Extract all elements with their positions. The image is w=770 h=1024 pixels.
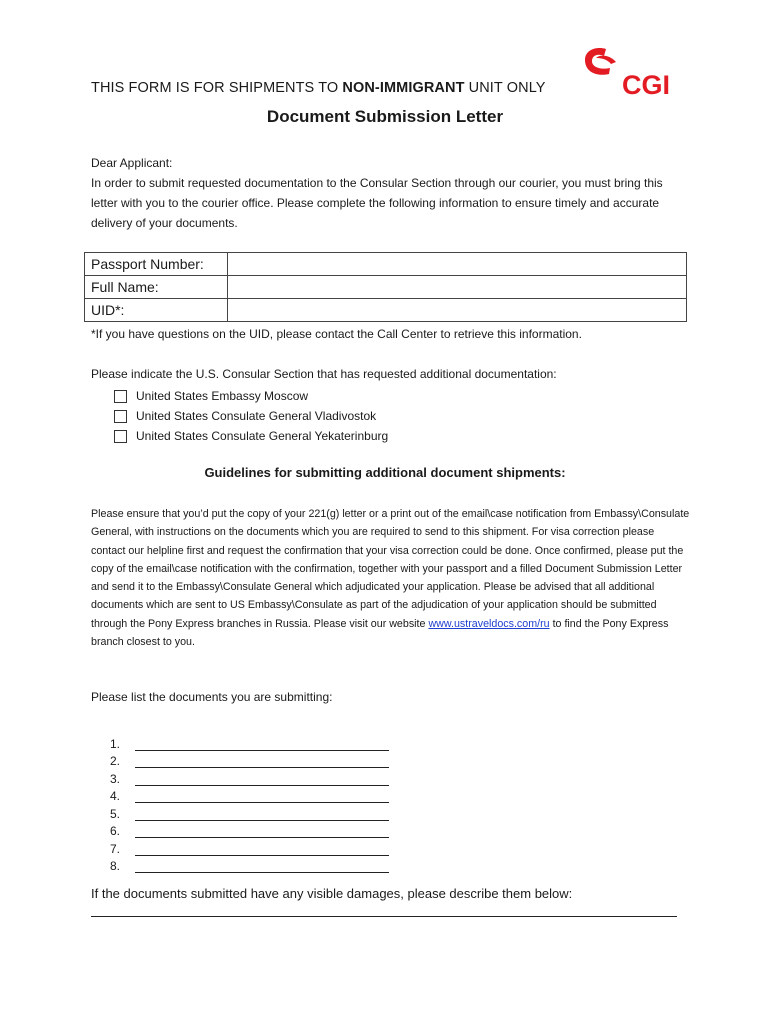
- item-number: 8.: [110, 859, 121, 873]
- list-item: [110, 821, 389, 839]
- item-number: 2.: [110, 754, 121, 768]
- checkbox-embassy-moscow[interactable]: [114, 390, 127, 403]
- cgi-logo-text: CGI: [622, 70, 671, 98]
- list-item: [110, 786, 389, 804]
- full-name-label: Full Name:: [85, 276, 228, 299]
- full-name-row: [85, 276, 687, 299]
- option-consulate-yekaterinburg[interactable]: [114, 426, 388, 446]
- item-number: 4.: [110, 789, 121, 803]
- list-item: [110, 803, 389, 821]
- item-number: 1.: [110, 736, 121, 751]
- document-entry-line[interactable]: [135, 774, 389, 786]
- form-scope-notice: THIS FORM IS FOR SHIPMENTS TO NON-IMMIGRANT UNIT ONLY: [91, 80, 546, 96]
- full-name-field[interactable]: [228, 276, 687, 299]
- intro-body: In order to submit requested documentation to the Consular Section through our courier, you must bring this letter with you to the courier office. Please complete the following information to ensure timely and accurate delivery of your documents.: [91, 176, 663, 230]
- applicant-info-table: [84, 252, 687, 322]
- page-title: Document Submission Letter: [266, 107, 504, 126]
- option-label: United States Embassy Moscow: [136, 389, 309, 403]
- passport-number-field[interactable]: [228, 253, 687, 276]
- passport-number-row: [85, 253, 687, 276]
- checkbox-consulate-vladivostok[interactable]: [114, 410, 127, 423]
- damages-entry-line[interactable]: [91, 916, 677, 917]
- document-entry-line[interactable]: [135, 826, 389, 838]
- website-link[interactable]: www.ustraveldocs.com/ru: [428, 617, 550, 630]
- document-entry-line[interactable]: [135, 809, 389, 821]
- document-entry-line[interactable]: [135, 861, 389, 873]
- consular-options: [114, 386, 388, 446]
- option-embassy-moscow[interactable]: [114, 386, 388, 406]
- documents-list: [110, 733, 389, 873]
- option-consulate-vladivostok[interactable]: [114, 406, 388, 426]
- guidelines-heading: Guidelines for submitting additional document shipments:: [204, 465, 566, 480]
- uid-field[interactable]: [228, 299, 687, 322]
- item-number: 5.: [110, 806, 121, 821]
- uid-row: [85, 299, 687, 322]
- list-item: [110, 768, 389, 786]
- option-label: United States Consulate General Vladivostok: [136, 409, 377, 423]
- list-item: [110, 856, 389, 874]
- document-entry-line[interactable]: [135, 791, 389, 803]
- uid-label: UID*:: [85, 299, 228, 322]
- documents-question: Please list the documents you are submitting:: [91, 690, 333, 704]
- list-item: [110, 838, 389, 856]
- passport-number-label: Passport Number:: [85, 253, 228, 276]
- uid-footnote: *If you have questions on the UID, please contact the Call Center to retrieve this information.: [91, 327, 582, 341]
- checkbox-consulate-yekaterinburg[interactable]: [114, 430, 127, 443]
- cgi-logo-swoosh-icon: [585, 48, 610, 75]
- guidelines-paragraph: Please ensure that you’d put the copy of your 221(g) letter or a print out of the email\case notification from Embassy\Consulate General, with instructions on the documents which you are required to send to this shipment. For visa correction please contact our helpline first and request the confirmation that your visa correction could be done. Once confirmed, please put the copy of the email\case notification with the confirmation, together with your passport and a filled Document Submission Letter and send it to the Embassy\Consulate General which adjudicated your application. Please be advised that all additional documents which are sent to US Embassy\Consulate as part of the adjudication of your application should be submitted through the Pony Express branches in Russia. Please visit our website www.ustraveldocs.com/ru to find the Pony Express branch closest to you.: [91, 508, 690, 649]
- intro-paragraph: [91, 153, 671, 233]
- item-number: 6.: [110, 824, 121, 838]
- consular-section-question: Please indicate the U.S. Consular Section that has requested additional documentation:: [91, 367, 557, 381]
- document-entry-line[interactable]: [135, 844, 389, 856]
- list-item: [110, 733, 389, 751]
- item-number: 3.: [110, 771, 121, 786]
- greeting: Dear Applicant:: [91, 156, 173, 170]
- damages-question: If the documents submitted have any visible damages, please describe them below:: [91, 886, 573, 901]
- option-label: United States Consulate General Yekaterinburg: [136, 429, 389, 443]
- cgi-logo: [582, 46, 678, 98]
- document-entry-line[interactable]: [135, 756, 389, 768]
- document-entry-line[interactable]: [135, 739, 389, 751]
- item-number: 7.: [110, 841, 121, 856]
- list-item: [110, 751, 389, 769]
